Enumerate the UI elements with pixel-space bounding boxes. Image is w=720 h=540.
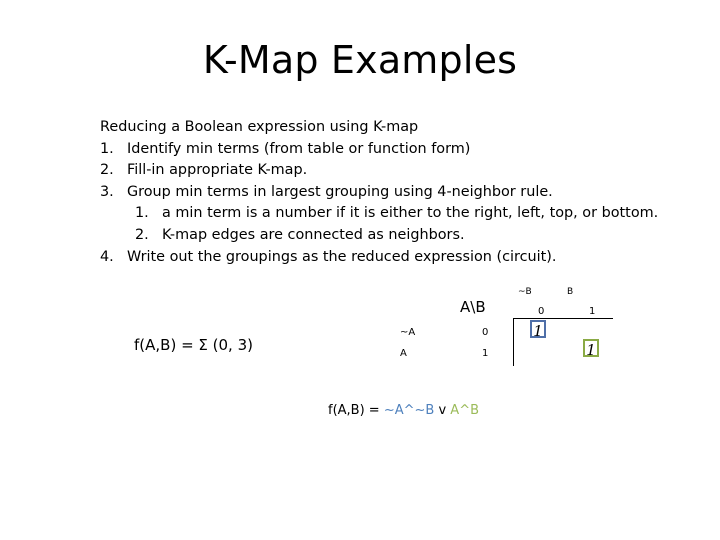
step-text: Write out the groupings as the reduced expression (circuit). [127, 248, 557, 265]
truth-table-row-label: A [400, 348, 407, 359]
steps-list [100, 117, 700, 268]
substep-3-1 [100, 203, 700, 225]
step-number: 1. [100, 140, 114, 157]
kmap-left-border [513, 318, 514, 366]
kmap-cell-00: 1 [530, 320, 546, 338]
step-text: K-map edges are connected as neighbors. [162, 226, 465, 243]
kmap-col-var: B [567, 287, 574, 297]
function-definition: f(A,B) = Σ (0, 3) [134, 336, 253, 354]
step-text: Group min terms in largest grouping using 4-neighbor rule. [127, 183, 553, 200]
step-number: 2. [100, 162, 114, 179]
step-text: Fill-in appropriate K-map. [127, 162, 308, 179]
reduced-operator: v [434, 403, 451, 418]
reduced-expression [328, 403, 479, 418]
truth-table-row-value: 0 [482, 327, 489, 338]
reduced-prefix: f(A,B) = [328, 403, 384, 418]
truth-table-header: A\B [460, 298, 486, 316]
reduced-term-1: ~A^~B [383, 403, 435, 418]
step-1 [100, 139, 700, 161]
truth-table-row-value: 1 [482, 348, 489, 359]
slide-title: K-Map Examples [202, 38, 518, 82]
step-3 [100, 182, 700, 204]
step-number: 4. [100, 248, 114, 265]
kmap-col-value: 1 [589, 306, 596, 317]
step-number: 3. [100, 183, 114, 200]
kmap-col-var: ~B [518, 287, 532, 297]
kmap-cell-11: 1 [583, 339, 599, 357]
steps-intro [100, 117, 700, 139]
step-number: 1. [135, 205, 149, 222]
step-text: Identify min terms (from table or function form) [127, 140, 471, 157]
step-4 [100, 247, 700, 269]
step-number: 2. [135, 226, 149, 243]
kmap-col-value: 0 [538, 306, 545, 317]
step-2 [100, 160, 700, 182]
substep-3-2 [100, 225, 700, 247]
step-text: a min term is a number if it is either to the right, left, top, or bottom. [162, 205, 659, 222]
truth-table-row-label: ~A [400, 327, 416, 338]
reduced-term-2: A^B [450, 403, 480, 418]
step-text: Reducing a Boolean expression using K-map [100, 119, 419, 135]
kmap-top-border [513, 318, 613, 319]
